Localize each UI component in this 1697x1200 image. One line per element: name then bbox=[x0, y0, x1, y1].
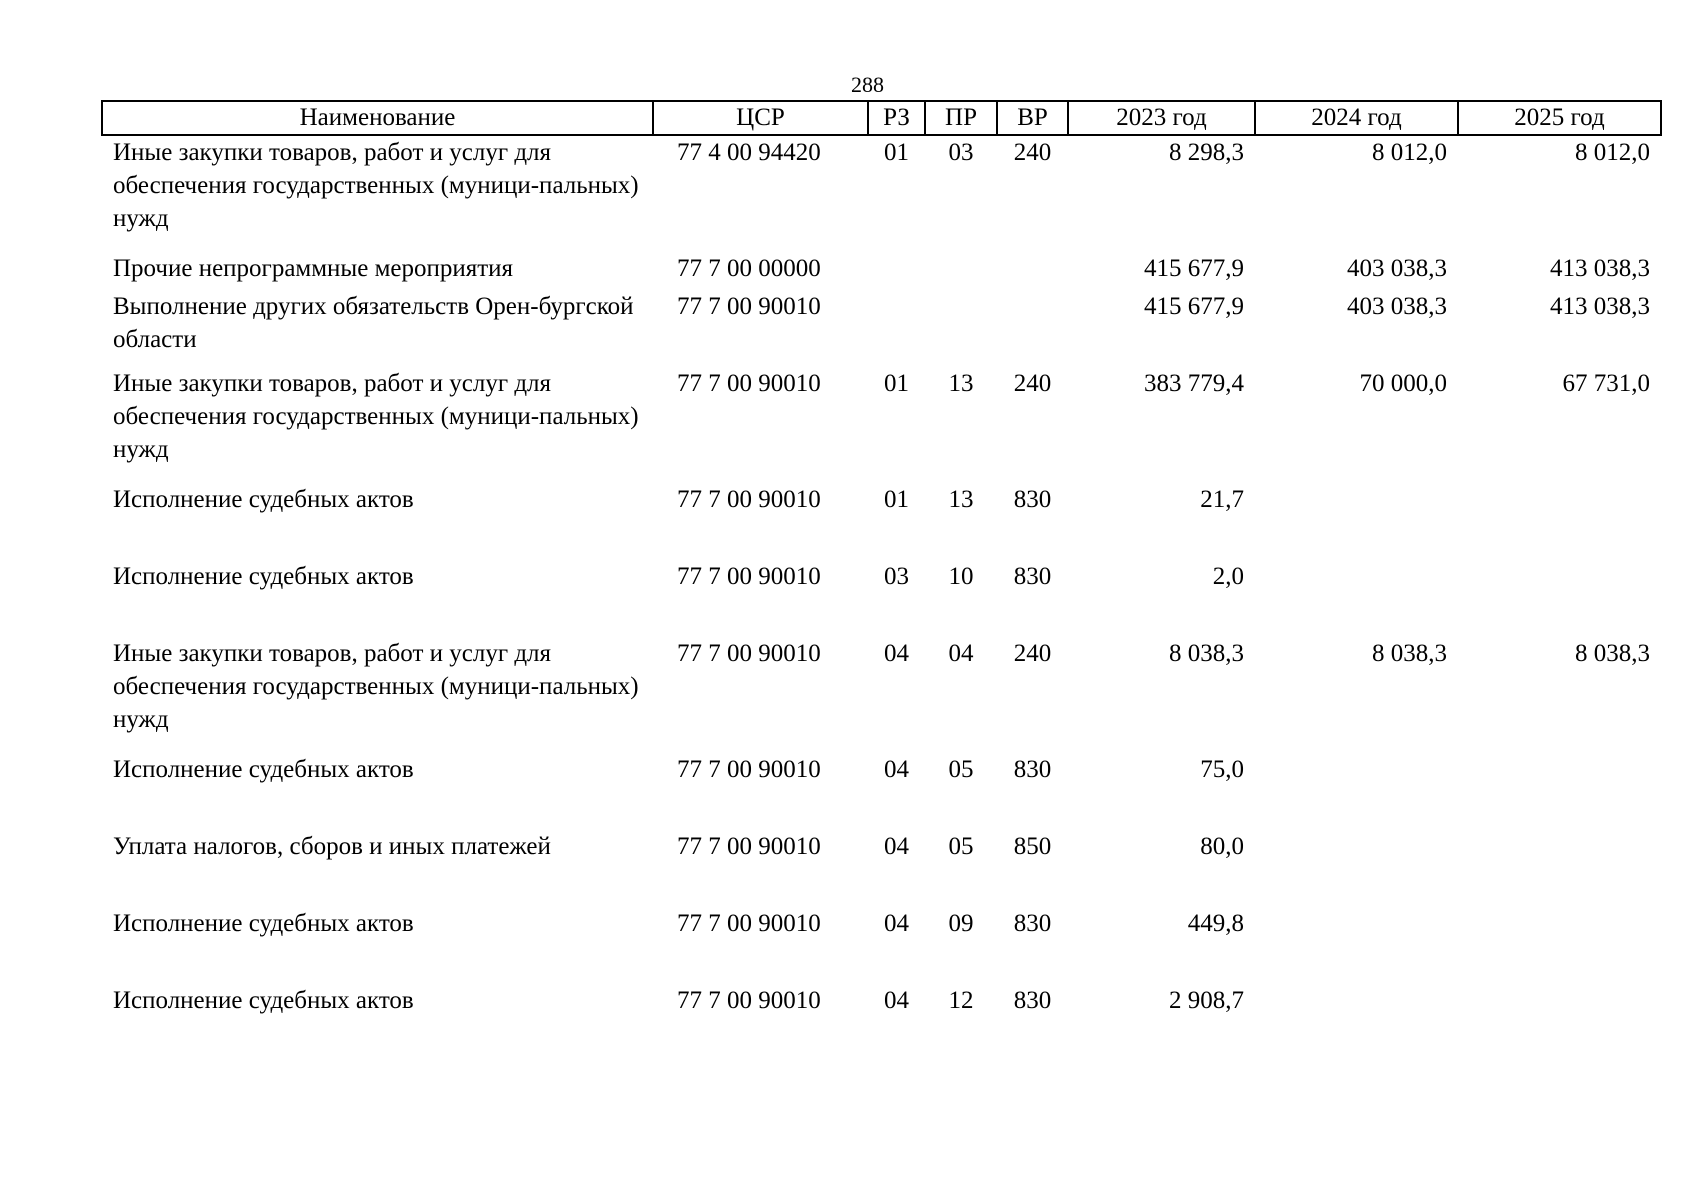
cell-name: Прочие непрограммные мероприятия bbox=[113, 255, 514, 282]
cell-2025: 413 038,3 bbox=[1550, 293, 1650, 320]
cell-rz: 01 bbox=[884, 486, 909, 513]
cell-2024: 8 012,0 bbox=[1372, 139, 1447, 166]
cell-name: Исполнение судебных актов bbox=[113, 910, 414, 937]
cell-2023: 8 298,3 bbox=[1169, 139, 1244, 166]
cell-rz: 03 bbox=[884, 563, 909, 590]
cell-csr: 77 7 00 90010 bbox=[677, 293, 821, 320]
cell-name: Исполнение судебных актов bbox=[113, 486, 414, 513]
cell-rz: 01 bbox=[884, 139, 909, 166]
cell-2024 bbox=[1255, 907, 1458, 984]
cell-csr: 77 7 00 90010 bbox=[677, 370, 821, 397]
cell-csr: 77 7 00 90010 bbox=[677, 910, 821, 937]
cell-pr: 05 bbox=[948, 756, 974, 783]
cell-csr: 77 4 00 94420 bbox=[677, 139, 821, 166]
cell-rz: 04 bbox=[884, 987, 909, 1014]
cell-csr: 77 7 00 90010 bbox=[677, 987, 821, 1014]
table-row bbox=[102, 483, 1661, 560]
cell-2025: 67 731,0 bbox=[1562, 370, 1650, 397]
cell-name: Выполнение других обязательств Орен-бургской области bbox=[113, 293, 634, 353]
cell-pr: 10 bbox=[948, 563, 974, 590]
header-2025: 2025 год bbox=[1458, 101, 1661, 135]
header-csr: ЦСР bbox=[653, 101, 868, 135]
cell-name: Иные закупки товаров, работ и услуг для обеспечения государственных (муници-пальных) нужд bbox=[113, 139, 639, 232]
cell-2023: 2 908,7 bbox=[1169, 987, 1244, 1014]
cell-2025 bbox=[1458, 753, 1661, 830]
cell-2024 bbox=[1255, 753, 1458, 830]
cell-2025: 413 038,3 bbox=[1550, 255, 1650, 282]
cell-2024: 70 000,0 bbox=[1359, 370, 1447, 397]
header-pr: ПР bbox=[925, 101, 997, 135]
cell-vr: 830 bbox=[1013, 756, 1052, 783]
cell-name: Исполнение судебных актов bbox=[113, 987, 414, 1014]
cell-2023: 449,8 bbox=[1187, 910, 1244, 937]
table-row bbox=[102, 984, 1661, 1022]
cell-2023: 80,0 bbox=[1200, 833, 1244, 860]
cell-rz: 04 bbox=[884, 640, 909, 667]
cell-pr bbox=[925, 290, 997, 367]
table-row bbox=[102, 135, 1661, 252]
cell-2024 bbox=[1255, 560, 1458, 637]
cell-vr: 830 bbox=[1013, 563, 1052, 590]
cell-2025: 8 012,0 bbox=[1575, 139, 1650, 166]
cell-rz: 04 bbox=[884, 756, 909, 783]
header-2023: 2023 год bbox=[1068, 101, 1255, 135]
table-row bbox=[102, 830, 1661, 907]
cell-pr: 09 bbox=[948, 910, 974, 937]
cell-csr: 77 7 00 90010 bbox=[677, 563, 821, 590]
cell-name: Иные закупки товаров, работ и услуг для обеспечения государственных (муници-пальных) нужд bbox=[113, 370, 639, 463]
cell-name: Уплата налогов, сборов и иных платежей bbox=[113, 833, 551, 860]
cell-2025 bbox=[1458, 483, 1661, 560]
header-name: Наименование bbox=[102, 101, 653, 135]
cell-csr: 77 7 00 90010 bbox=[677, 833, 821, 860]
cell-2024: 403 038,3 bbox=[1347, 293, 1447, 320]
page-number: 288 bbox=[851, 72, 884, 97]
cell-vr: 850 bbox=[1013, 833, 1052, 860]
cell-2023: 75,0 bbox=[1200, 756, 1244, 783]
cell-vr: 830 bbox=[1013, 910, 1052, 937]
cell-rz: 04 bbox=[884, 833, 909, 860]
cell-vr: 830 bbox=[1013, 987, 1052, 1014]
cell-2025 bbox=[1458, 984, 1661, 1022]
cell-2024 bbox=[1255, 483, 1458, 560]
cell-pr: 03 bbox=[948, 139, 974, 166]
cell-vr bbox=[997, 252, 1068, 290]
cell-2025: 8 038,3 bbox=[1575, 640, 1650, 667]
cell-2023: 21,7 bbox=[1200, 486, 1244, 513]
table-row bbox=[102, 753, 1661, 830]
cell-2025 bbox=[1458, 830, 1661, 907]
table-header-row bbox=[102, 101, 1661, 135]
cell-vr: 240 bbox=[1013, 640, 1052, 667]
cell-2023: 415 677,9 bbox=[1144, 255, 1244, 282]
header-rz: РЗ bbox=[868, 101, 925, 135]
table-row bbox=[102, 367, 1661, 483]
cell-name: Иные закупки товаров, работ и услуг для обеспечения государственных (муници-пальных) нужд bbox=[113, 640, 639, 733]
cell-2024: 403 038,3 bbox=[1347, 255, 1447, 282]
table-row bbox=[102, 637, 1661, 753]
cell-csr: 77 7 00 90010 bbox=[677, 756, 821, 783]
cell-name: Исполнение судебных актов bbox=[113, 756, 414, 783]
cell-2024 bbox=[1255, 984, 1458, 1022]
cell-2023: 415 677,9 bbox=[1144, 293, 1244, 320]
header-vr: ВР bbox=[997, 101, 1068, 135]
cell-name: Исполнение судебных актов bbox=[113, 563, 414, 590]
budget-table bbox=[101, 100, 1662, 1022]
cell-vr: 240 bbox=[1013, 139, 1052, 166]
cell-2023: 2,0 bbox=[1212, 563, 1244, 590]
table-row bbox=[102, 907, 1661, 984]
cell-pr: 04 bbox=[948, 640, 974, 667]
cell-vr: 830 bbox=[1013, 486, 1052, 513]
cell-pr: 05 bbox=[948, 833, 974, 860]
cell-pr: 13 bbox=[948, 370, 974, 397]
cell-csr: 77 7 00 90010 bbox=[677, 640, 821, 667]
cell-rz: 01 bbox=[884, 370, 909, 397]
cell-pr: 13 bbox=[948, 486, 974, 513]
cell-pr: 12 bbox=[948, 987, 974, 1014]
cell-rz bbox=[868, 290, 925, 367]
cell-2024 bbox=[1255, 830, 1458, 907]
cell-vr bbox=[997, 290, 1068, 367]
cell-2023: 383 779,4 bbox=[1144, 370, 1244, 397]
cell-pr bbox=[925, 252, 997, 290]
header-2024: 2024 год bbox=[1255, 101, 1458, 135]
table-row bbox=[102, 290, 1661, 367]
cell-vr: 240 bbox=[1013, 370, 1052, 397]
cell-csr: 77 7 00 00000 bbox=[677, 255, 821, 282]
cell-csr: 77 7 00 90010 bbox=[677, 486, 821, 513]
cell-2025 bbox=[1458, 560, 1661, 637]
cell-2024: 8 038,3 bbox=[1372, 640, 1447, 667]
cell-rz bbox=[868, 252, 925, 290]
cell-2025 bbox=[1458, 907, 1661, 984]
table-row bbox=[102, 560, 1661, 637]
cell-2023: 8 038,3 bbox=[1169, 640, 1244, 667]
cell-rz: 04 bbox=[884, 910, 909, 937]
table-row bbox=[102, 252, 1661, 290]
